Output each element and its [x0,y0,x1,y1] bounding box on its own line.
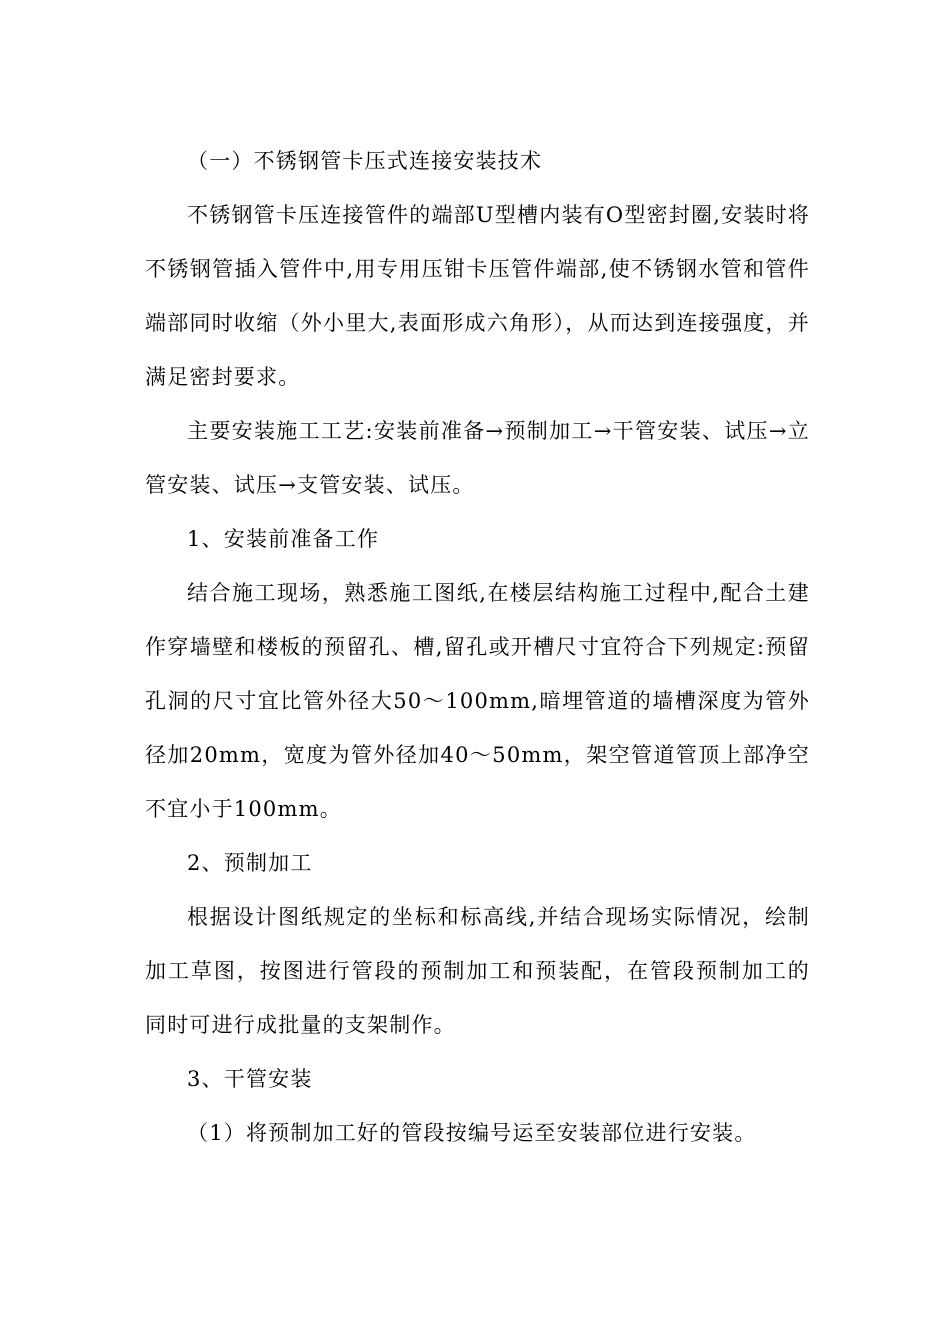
subsection-heading: 1、安装前准备工作 [187,527,380,551]
body-paragraph: 不锈钢管卡压连接管件的端部U型槽内装有O型密封圈,安装时将不锈钢管插入管件中,用专用压钳卡压管件端部,使不锈钢水管和管件端部同时收缩（外小里大,表面形成六角形），从而达到连接强度，并满足密封要求。 [145,203,810,389]
body-paragraph: 根据设计图纸规定的坐标和标高线,并结合现场实际情况，绘制加工草图，按图进行管段的预制加工和预装配，在管段预制加工的同时可进行成批量的支架制作。 [145,905,810,1037]
body-paragraph: 结合施工现场，熟悉施工图纸,在楼层结构施工过程中,配合土建作穿墙壁和楼板的预留孔、槽,留孔或开槽尺寸宜符合下列规定:预留孔洞的尺寸宜比管外径大50～100mm,暗埋管道的墙槽深度为管外径加20mm，宽度为管外径加40～50mm，架空管道管顶上部净空不宜小于100mm。 [145,581,810,821]
body-paragraph: 主要安装施工工艺:安装前准备→预制加工→干管安装、试压→立管安装、试压→支管安装、试压。 [145,419,810,497]
document-body [145,134,810,1160]
subsection-heading: 3、干管安装 [187,1067,313,1091]
section-heading: （一）不锈钢管卡压式连接安装技术 [187,149,543,173]
subsection-heading: 2、预制加工 [187,851,313,875]
body-paragraph: （1）将预制加工好的管段按编号运至安装部位进行安装。 [187,1121,757,1145]
